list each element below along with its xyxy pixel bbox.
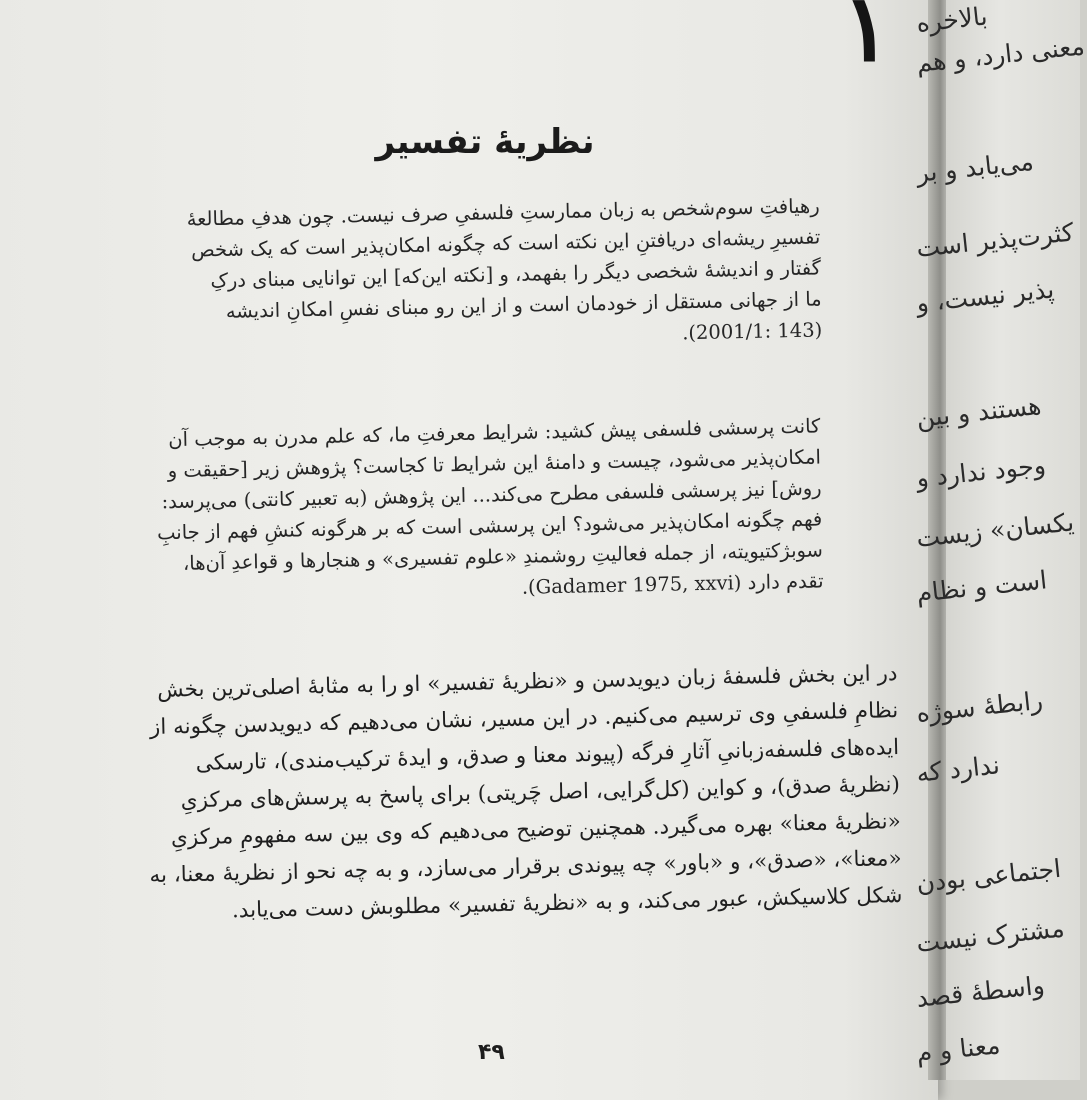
quote-line: تفسیرِ ریشه‌ای دریافتنِ این نکته است که چگونه امکان‌پذیر است که یک شخص [190,225,821,262]
body-line: «نظریهٔ معنا» بهره می‌گیرد. همچنین توضیح می‌دهیم که وی بین سه مفهومِ مرکزیِ [170,809,902,851]
quote-line: تقدم دارد (Gadamer 1975, xxvi). [521,569,824,599]
body-line: (نظریهٔ صدق)، و کواین (کل‌گرایی، اصل چَریتی) برای پاسخ به پرسش‌های مرکزیِ [180,772,901,814]
chapter-title: نظریهٔ تفسیر [375,122,595,162]
quote-line: گفتار و اندیشهٔ شخصی دیگر را بفهمد، و [نکته این‌که] این توانایی مبنای درکِ [210,256,822,293]
quote-line: سوبژکتیویته، از جمله فعالیتِ روشمندِ «علوم تفسیری» و هنجارها و قواعدِ آن‌ها، [182,538,824,575]
facing-page-line: پذیر نیست، و [914,274,1056,318]
facing-page-line: مشترک نیست [914,913,1066,958]
chapter-number: ۱ [842,0,892,82]
facing-page-line: ندارد که [914,750,1002,788]
body-line: «معنا»، «صدق»، و «باور» چه پیوندی برقرار می‌سازد، و به چه نحو از نظریهٔ معنا، به [149,846,902,889]
facing-page-line: رابطهٔ سوژه [914,685,1045,728]
quote-line: روش] نیز پرسشی فلسفی مطرح می‌کند... این پژوهش (به تعبیر کانتی) می‌پرسد: [161,476,822,514]
quote-line: فهم چگونه امکان‌پذیر می‌شود؟ این پرسشی است که بر هرگونه کنشِ فهم از جانبِ [156,507,823,545]
quote-line: ما از جهانی مستقل از خودمان است و از این رو مبنای نفسِ امکانِ اندیشه [225,287,822,323]
facing-page-line: اجتماعی بودن [914,853,1063,898]
facing-page-line: بالاخره [914,1,989,38]
quote-line: کانت پرسشی فلسفی پیش کشید: شرایط معرفتِ ما، که علم مدرن به موجب آن [168,414,821,452]
facing-page-line: معنا و م [914,1030,1002,1068]
facing-page-line: می‌یابد و بر [914,146,1035,188]
page-number: ۴۹ [478,1040,505,1065]
facing-page-line: معنی دارد، و هم [914,31,1086,78]
quote-line: رهیافتِ سوم‌شخص به زبان ممارستِ فلسفیِ صرف نیست. چون هدفِ مطالعهٔ [186,194,820,231]
quote-line: (143 :2001/1). [681,318,823,345]
body-line: در این بخش فلسفهٔ زبان دیویدسن و «نظریهٔ تفسیر» او را به مثابهٔ اصلی‌ترین بخش [156,661,898,703]
facing-page-line: وجود ندارد و [914,450,1048,493]
facing-page-line: هستند و بین [914,390,1043,433]
body-paragraph [107,655,903,932]
body-line: شکل کلاسیکش، عبور می‌کند، و به «نظریهٔ تفسیر» مطلوبش دست می‌یابد. [231,883,903,924]
quote-line: امکان‌پذیر می‌شود، چیست و دامنهٔ این شرایط تا کجاست؟ پژوهش زیر [حقیقت و [167,445,822,483]
facing-page-line: کثرت‌پذیر است [914,217,1076,263]
facing-page-line: است و نظام [914,565,1049,608]
body-line: ایده‌های فلسفه‌زبانیِ آثارِ فرگه (پیوند معنا و صدق، و ایدهٔ ترکیب‌مندی)، تارسکی [195,735,900,777]
block-quote-davidson [94,190,822,360]
facing-page-line: یکسان» زیست [914,507,1076,553]
facing-page-line: واسطهٔ قصد [914,970,1046,1013]
body-line: نظامِ فلسفیِ وی ترسیم می‌کنیم. در این مسیر، نشان می‌دهیم که دیویدسن چگونه از [149,698,899,741]
block-quote-gadamer [100,410,824,611]
facing-page [914,0,1086,1080]
